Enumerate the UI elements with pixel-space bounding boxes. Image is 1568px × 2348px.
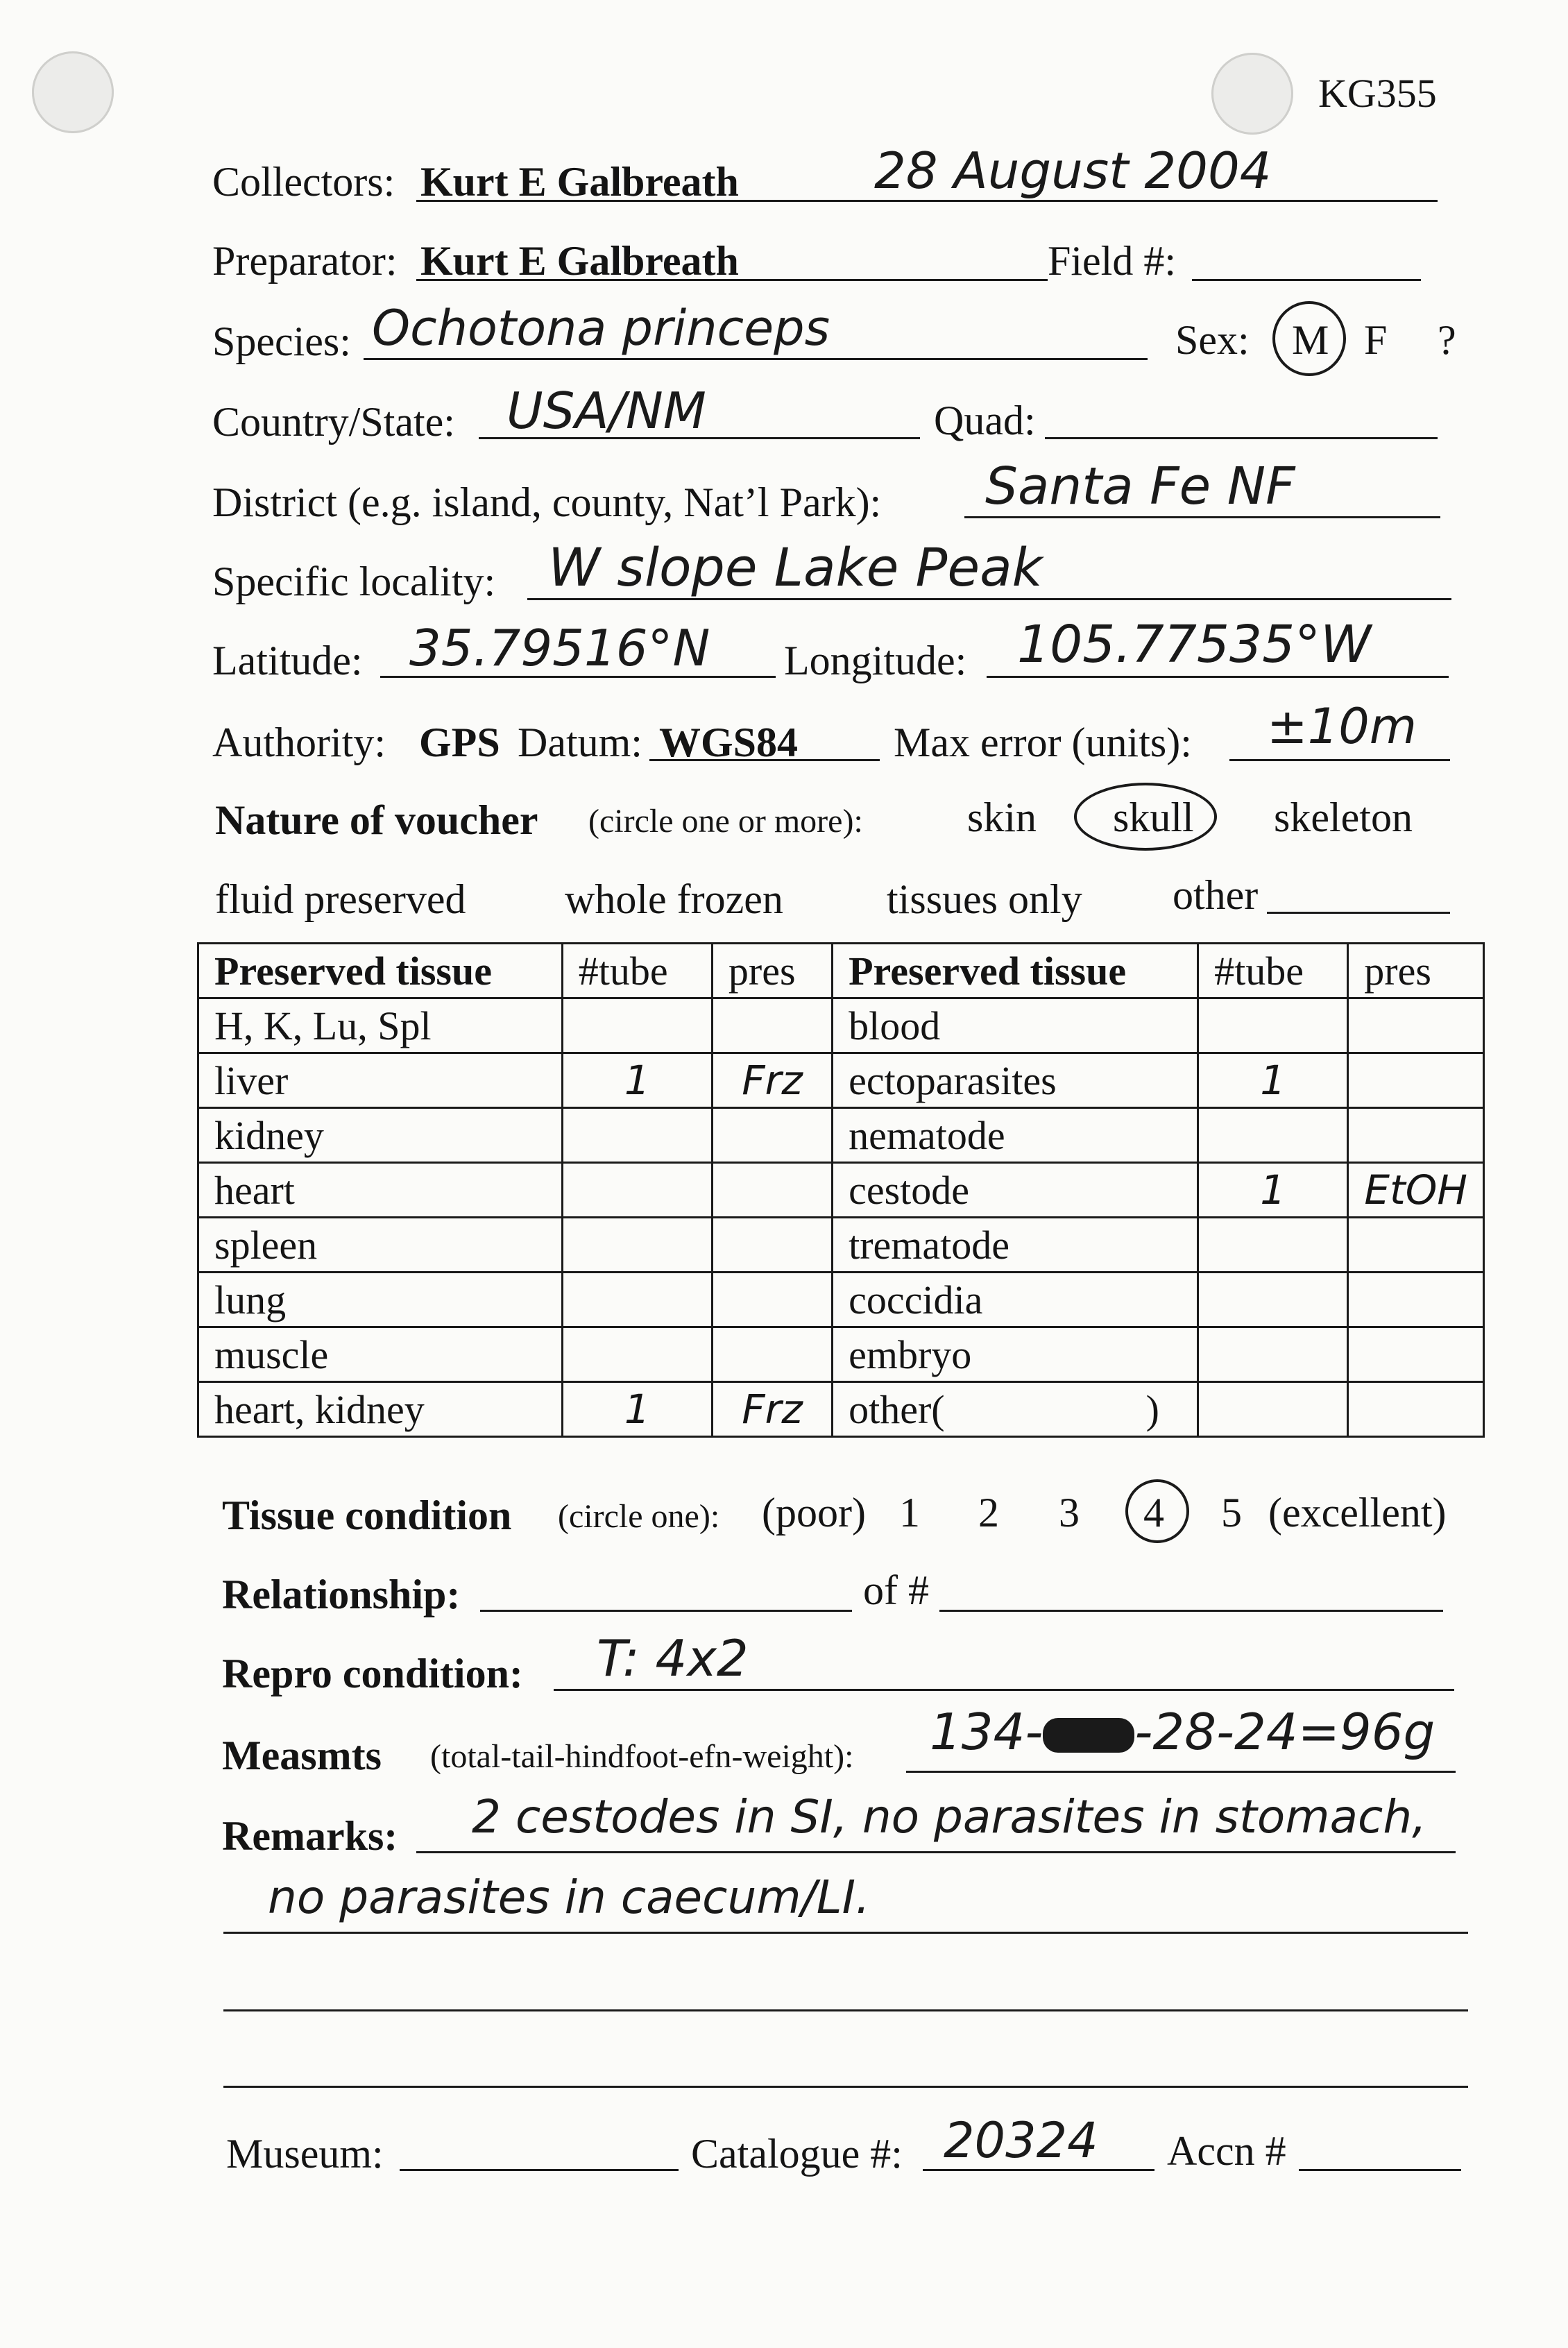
table-row bbox=[198, 1218, 1484, 1273]
pres-method[interactable] bbox=[712, 1327, 832, 1382]
max-error-underline bbox=[1229, 759, 1450, 761]
longitude-label: Longitude: bbox=[784, 638, 967, 683]
accn-label: Accn # bbox=[1167, 2128, 1286, 2174]
sex-option-m[interactable]: M bbox=[1292, 317, 1329, 363]
tissue-condition-label: Tissue condition bbox=[222, 1492, 512, 1538]
catalogue-underline bbox=[923, 2169, 1154, 2171]
form-id: KG355 bbox=[1318, 71, 1437, 116]
preserved-tissue-table bbox=[197, 942, 1485, 1438]
repro-label: Repro condition: bbox=[222, 1651, 523, 1696]
pres-method[interactable] bbox=[712, 1108, 832, 1163]
voucher-option-tissues-only[interactable]: tissues only bbox=[887, 876, 1082, 922]
locality-value[interactable]: W slope Lake Peak bbox=[548, 536, 1043, 598]
accn-input[interactable] bbox=[1299, 2169, 1461, 2171]
voucher-option-skull[interactable]: skull bbox=[1113, 794, 1194, 840]
country-state-value[interactable]: USA/NM bbox=[506, 382, 706, 440]
header-preserved-tissue-right: Preserved tissue bbox=[833, 944, 1198, 998]
condition-selected-circle bbox=[1125, 1479, 1189, 1543]
district-value[interactable]: Santa Fe NF bbox=[985, 457, 1295, 516]
locality-label: Specific locality: bbox=[212, 559, 496, 604]
preparator-value[interactable]: Kurt E Galbreath bbox=[420, 238, 739, 284]
punch-hole-left bbox=[32, 51, 114, 133]
remarks-underline-2 bbox=[223, 1932, 1468, 1934]
country-state-label: Country/State: bbox=[212, 399, 455, 445]
pres-method[interactable] bbox=[712, 1273, 832, 1327]
measurements-struck-value bbox=[1043, 1718, 1134, 1753]
tissue-name: cestode bbox=[833, 1163, 1198, 1218]
max-error-label: Max error (units): bbox=[894, 720, 1192, 765]
voucher-option-whole-frozen[interactable]: whole frozen bbox=[565, 876, 783, 922]
punch-hole-right bbox=[1211, 53, 1293, 135]
measurements-value[interactable] bbox=[930, 1703, 1435, 1761]
table-row bbox=[198, 1053, 1484, 1108]
tissue-name: spleen bbox=[198, 1218, 563, 1273]
voucher-selected-circle bbox=[1074, 783, 1217, 851]
repro-value[interactable]: T: 4x2 bbox=[597, 1629, 749, 1687]
header-preserved-tissue-left: Preserved tissue bbox=[198, 944, 563, 998]
table-row bbox=[198, 1382, 1484, 1437]
pres-method[interactable]: EtOH bbox=[1348, 1163, 1484, 1218]
repro-underline bbox=[554, 1689, 1454, 1691]
tissue-name: muscle bbox=[198, 1327, 563, 1382]
condition-option-5[interactable]: 5 bbox=[1221, 1490, 1242, 1535]
datum-underline bbox=[649, 759, 880, 761]
sex-option-unknown[interactable]: ? bbox=[1438, 317, 1456, 363]
header-tube-left: #tube bbox=[562, 944, 712, 998]
tissue-name: embryo bbox=[833, 1327, 1198, 1382]
species-underline bbox=[364, 358, 1148, 360]
tissue-condition-note: (circle one): bbox=[558, 1498, 720, 1535]
tissue-condition-high: (excellent) bbox=[1268, 1490, 1447, 1535]
table-row bbox=[198, 1273, 1484, 1327]
pres-method[interactable] bbox=[1348, 1327, 1484, 1382]
tube-count[interactable] bbox=[1198, 1108, 1348, 1163]
tissue-name: heart bbox=[198, 1163, 563, 1218]
datum-label: Datum: bbox=[518, 720, 642, 765]
relationship-of-label: of # bbox=[863, 1567, 929, 1613]
latitude-label: Latitude: bbox=[212, 638, 363, 683]
condition-option-4[interactable]: 4 bbox=[1143, 1490, 1164, 1535]
pres-method[interactable]: Frz bbox=[712, 1382, 832, 1437]
longitude-value[interactable]: 105.77535°W bbox=[1017, 615, 1372, 674]
tissue-name: lung bbox=[198, 1273, 563, 1327]
longitude-underline bbox=[987, 676, 1449, 678]
district-label: District (e.g. island, county, Nat’l Park): bbox=[212, 479, 882, 525]
remarks-line-1[interactable]: 2 cestodes in SI, no parasites in stomach, bbox=[472, 1790, 1427, 1844]
catalogue-value[interactable]: 20324 bbox=[944, 2112, 1098, 2169]
pres-method[interactable]: Frz bbox=[712, 1053, 832, 1108]
tissue-name: ectoparasites bbox=[833, 1053, 1198, 1108]
collectors-label: Collectors: bbox=[212, 159, 395, 205]
tube-count[interactable] bbox=[1198, 1273, 1348, 1327]
museum-label: Museum: bbox=[226, 2131, 384, 2177]
measurements-label: Measmts bbox=[222, 1733, 382, 1778]
voucher-label: Nature of voucher bbox=[215, 797, 538, 843]
tube-count[interactable] bbox=[1198, 1327, 1348, 1382]
preparator-label: Preparator: bbox=[212, 238, 398, 284]
locality-underline bbox=[527, 598, 1451, 600]
tube-count[interactable]: 1 bbox=[1198, 1163, 1348, 1218]
authority-value[interactable]: GPS bbox=[419, 720, 500, 765]
collectors-value[interactable]: Kurt E Galbreath bbox=[420, 159, 739, 205]
relationship-input[interactable] bbox=[480, 1610, 852, 1612]
tube-count[interactable] bbox=[562, 1218, 712, 1273]
pres-method[interactable] bbox=[1348, 1273, 1484, 1327]
tube-count[interactable] bbox=[562, 1273, 712, 1327]
tube-count[interactable] bbox=[1198, 1218, 1348, 1273]
tissue-name: nematode bbox=[833, 1108, 1198, 1163]
tube-count[interactable]: 1 bbox=[562, 1382, 712, 1437]
measurements-underline bbox=[906, 1771, 1456, 1773]
voucher-option-skin[interactable]: skin bbox=[967, 794, 1037, 840]
quad-label: Quad: bbox=[934, 398, 1036, 443]
remarks-underline-4 bbox=[223, 2086, 1468, 2088]
pres-method[interactable] bbox=[712, 998, 832, 1053]
measurements-value-end: -28-24=96g bbox=[1134, 1703, 1435, 1761]
condition-option-3[interactable]: 3 bbox=[1059, 1490, 1080, 1535]
collectors-underline bbox=[416, 200, 1438, 202]
header-pres-left: pres bbox=[712, 944, 832, 998]
tube-count[interactable] bbox=[1198, 998, 1348, 1053]
measurements-value-start: 134- bbox=[930, 1703, 1043, 1761]
table-row bbox=[198, 998, 1484, 1053]
relationship-label: Relationship: bbox=[222, 1572, 461, 1617]
measurements-note: (total-tail-hindfoot-efn-weight): bbox=[430, 1738, 854, 1775]
table-row bbox=[198, 1327, 1484, 1382]
catalogue-label: Catalogue #: bbox=[691, 2131, 903, 2177]
remarks-label: Remarks: bbox=[222, 1813, 398, 1859]
pres-method[interactable] bbox=[1348, 1053, 1484, 1108]
species-value[interactable]: Ochotona princeps bbox=[372, 300, 830, 357]
tissue-name: other( ) bbox=[833, 1382, 1198, 1437]
collection-date[interactable]: 28 August 2004 bbox=[874, 142, 1272, 200]
condition-option-2[interactable]: 2 bbox=[978, 1490, 999, 1535]
museum-input[interactable] bbox=[400, 2169, 679, 2171]
pres-method[interactable] bbox=[712, 1218, 832, 1273]
voucher-note: (circle one or more): bbox=[588, 803, 863, 840]
tissue-condition-low: (poor) bbox=[762, 1490, 866, 1535]
field-number-label: Field #: bbox=[1048, 238, 1177, 284]
condition-option-1[interactable]: 1 bbox=[899, 1490, 920, 1535]
tube-count[interactable]: 1 bbox=[562, 1053, 712, 1108]
tube-count[interactable] bbox=[1198, 1382, 1348, 1437]
max-error-value[interactable]: ±10m bbox=[1267, 698, 1417, 755]
voucher-option-skeleton[interactable]: skeleton bbox=[1274, 794, 1413, 840]
remarks-line-2[interactable]: no parasites in caecum/LI. bbox=[268, 1871, 871, 1924]
authority-label: Authority: bbox=[212, 720, 386, 765]
table-row bbox=[198, 1108, 1484, 1163]
latitude-value[interactable]: 35.79516°N bbox=[409, 619, 710, 677]
pres-method[interactable] bbox=[1348, 998, 1484, 1053]
quad-input[interactable] bbox=[1045, 437, 1438, 439]
pres-method[interactable] bbox=[712, 1163, 832, 1218]
datum-value[interactable]: WGS84 bbox=[659, 720, 799, 765]
pres-method[interactable] bbox=[1348, 1382, 1484, 1437]
header-pres-right: pres bbox=[1348, 944, 1484, 998]
tissue-name: coccidia bbox=[833, 1273, 1198, 1327]
tube-count[interactable] bbox=[562, 1108, 712, 1163]
district-underline bbox=[964, 516, 1440, 518]
tissue-name: trematode bbox=[833, 1218, 1198, 1273]
tube-count[interactable] bbox=[562, 998, 712, 1053]
remarks-underline-3 bbox=[223, 2009, 1468, 2011]
sex-label: Sex: bbox=[1175, 317, 1250, 363]
table-row bbox=[198, 1163, 1484, 1218]
tissue-name: liver bbox=[198, 1053, 563, 1108]
field-number-input[interactable] bbox=[1192, 279, 1421, 281]
voucher-option-fluid[interactable]: fluid preserved bbox=[215, 876, 466, 922]
tissue-name: H, K, Lu, Spl bbox=[198, 998, 563, 1053]
tube-count[interactable]: 1 bbox=[1198, 1053, 1348, 1108]
tissue-name: blood bbox=[833, 998, 1198, 1053]
tissue-name: heart, kidney bbox=[198, 1382, 563, 1437]
tube-count[interactable] bbox=[562, 1327, 712, 1382]
species-label: Species: bbox=[212, 318, 351, 364]
pres-method[interactable] bbox=[1348, 1218, 1484, 1273]
preparator-underline bbox=[416, 279, 1048, 281]
header-tube-right: #tube bbox=[1198, 944, 1348, 998]
tissue-name: kidney bbox=[198, 1108, 563, 1163]
sex-selected-circle bbox=[1272, 301, 1346, 376]
remarks-underline-1 bbox=[416, 1851, 1456, 1853]
relationship-of-input[interactable] bbox=[939, 1610, 1443, 1612]
voucher-other-input[interactable] bbox=[1267, 912, 1450, 914]
table-header-row bbox=[198, 944, 1484, 998]
voucher-option-other-label[interactable]: other bbox=[1173, 872, 1259, 918]
pres-method[interactable] bbox=[1348, 1108, 1484, 1163]
tube-count[interactable] bbox=[562, 1163, 712, 1218]
sex-option-f[interactable]: F bbox=[1364, 317, 1388, 363]
